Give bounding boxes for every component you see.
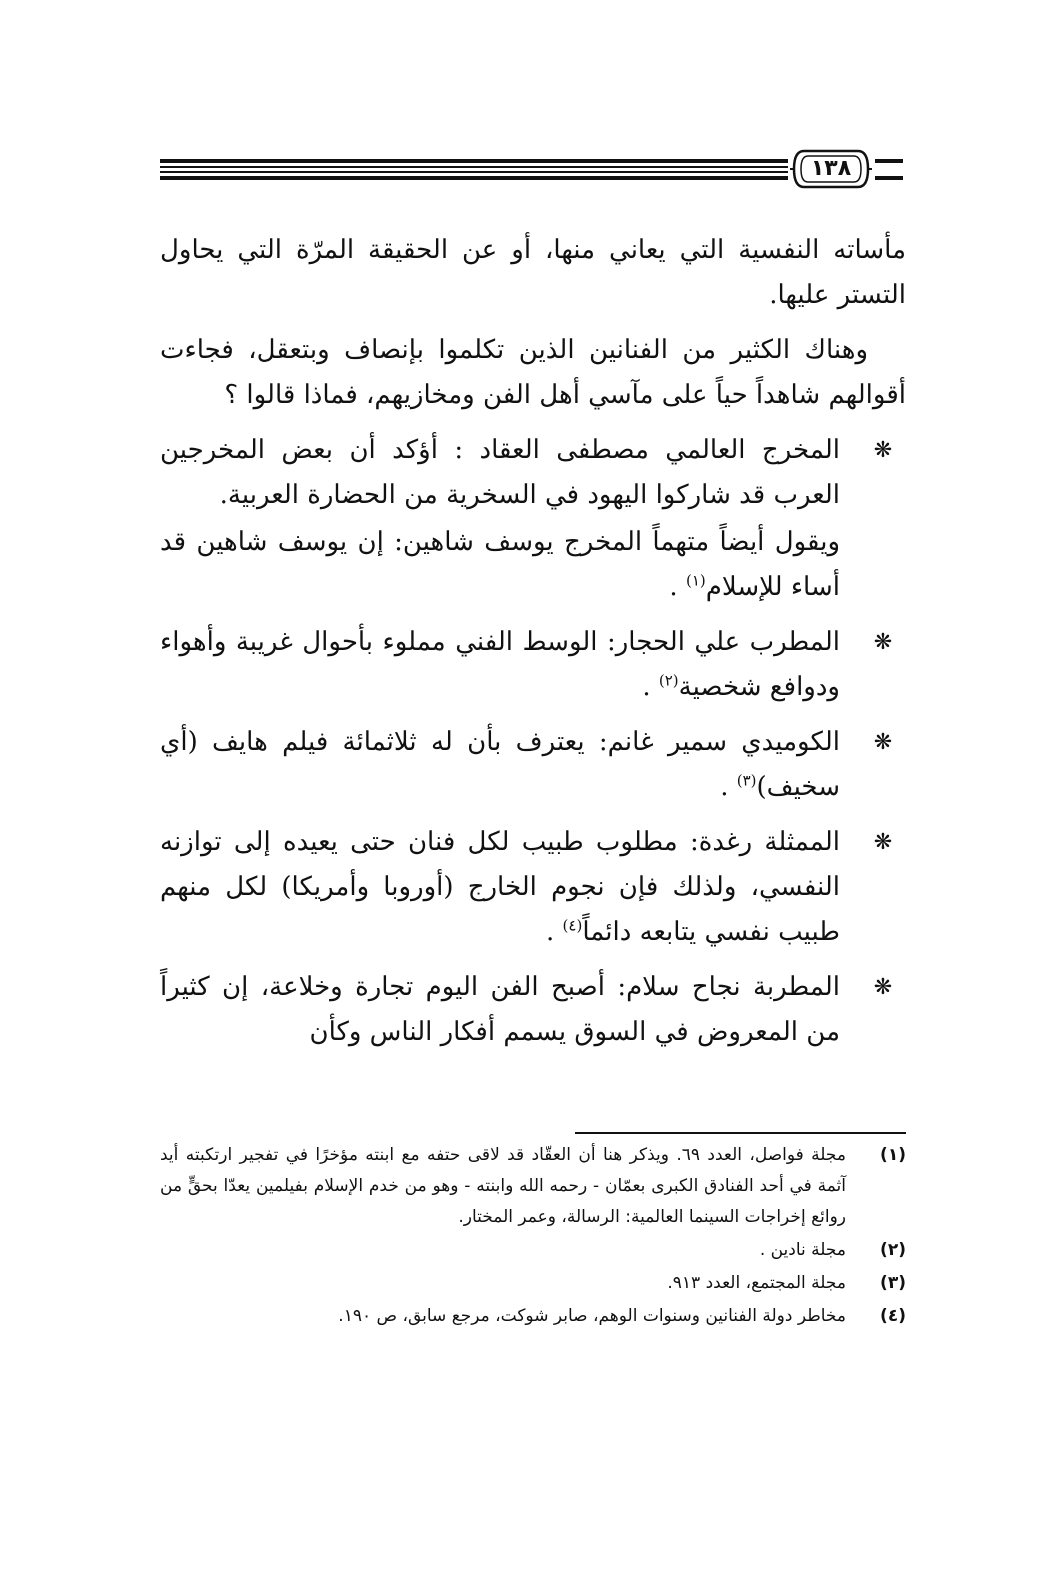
paragraph: مأساته النفسية التي يعاني منها، أو عن الحقيقة المرّة التي يحاول التستر عليها. [160,235,906,310]
header-rule [160,166,788,168]
footnote [160,1268,906,1299]
list-item-text: المطرب علي الحجار: الوسط الفني مملوء بأحوال غريبة وأهواء ودوافع شخصية$^{(٢)}$ . [160,627,840,702]
footnote-text: مجلة نادين . [759,1240,846,1260]
asterisk-bullet-icon: ❋ [873,975,893,1000]
footnote-marker: (٤) [880,1306,906,1326]
page-number-badge [790,147,872,191]
list-item-text: المخرج العالمي مصطفى العقاد : أؤكد أن بعض المخرجين العرب قد شاركوا اليهود في السخرية من الحضارة العربية. [160,435,840,510]
asterisk-bullet-icon: ❋ [873,630,893,655]
list-item [160,720,906,810]
list-item-text: المطربة نجاح سلام: أصبح الفن اليوم تجارة وخلاعة، إن كثيراً من المعروض في السوق يسمم أفكار الناس وكأن [160,972,840,1047]
footnote [160,1235,906,1266]
body-text [160,228,906,1065]
list-item-subtext: ويقول أيضاً متهماً المخرج يوسف شاهين: إن يوسف شاهين قد أساء للإسلام$^{(١)}$ . [160,527,841,602]
footnote-ref: (٤) [562,916,583,935]
list-item [160,620,906,710]
footnote-text: مخاطر دولة الفنانين وسنوات الوهم، صابر شوكت، مرجع سابق، ص ١٩٠. [338,1306,846,1326]
footnote [160,1140,906,1233]
page-number: ١٣٨ [810,156,852,181]
footnote-marker: (٢) [880,1240,906,1260]
asterisk-bullet-icon: ❋ [873,730,893,755]
header-rule [875,176,903,180]
footnote-ref: (١) [685,571,706,590]
footnote-ref: (٢) [658,671,679,690]
header-rule [160,159,788,163]
header-rule [160,176,788,180]
footnote-text: مجلة المجتمع، العدد ٩١٣. [667,1273,846,1293]
paragraph: وهناك الكثير من الفنانين الذين تكلموا بإنصاف وبتعقل، فجاءت أقوالهم شاهداً حياً على مآسي أهل الفن ومخازيهم، فماذا قالوا ؟ [160,335,906,410]
header-rule [160,171,788,173]
asterisk-bullet-icon: ❋ [873,438,893,463]
quote-list [160,428,906,1055]
list-item-text: الكوميدي سمير غانم: يعترف بأن له ثلاثمائة فيلم هايف (أي سخيف)$^{(٣)}$ . [160,727,840,802]
list-item [160,428,906,610]
footnote-divider [575,1132,906,1134]
footnote-marker: (٣) [880,1273,906,1293]
footnote-text: مجلة فواصل، العدد ٦٩. ويذكر هنا أن العقّاد قد لاقى حتفه مع ابنته مؤخرًا في تفجير ارتكبته أيد آثمة في أحد الفنادق الكبرى بعمّان - رحمه الله وابنته - وهو من خدم الإسلام بفيلمين يعدّا بحقٍّ من روائع إخراجات السينما العالمية: الرسالة، وعمر المختار. [160,1145,846,1227]
asterisk-bullet-icon: ❋ [873,830,893,855]
list-item-text: الممثلة رغدة: مطلوب طبيب لكل فنان حتى يعيده إلى توازنه النفسي، ولذلك فإن نجوم الخارج (أوروبا وأمريكا) لكل منهم طبيب نفسي يتابعه دائماً$^{(٤)}$ . [160,827,840,947]
footnote-ref: (٣) [736,771,757,790]
header-rule [875,159,903,163]
list-item [160,820,906,955]
footnote-marker: (١) [880,1145,906,1165]
page-header [160,145,906,195]
footnote [160,1301,906,1332]
list-item [160,965,906,1055]
footnotes [160,1140,906,1334]
